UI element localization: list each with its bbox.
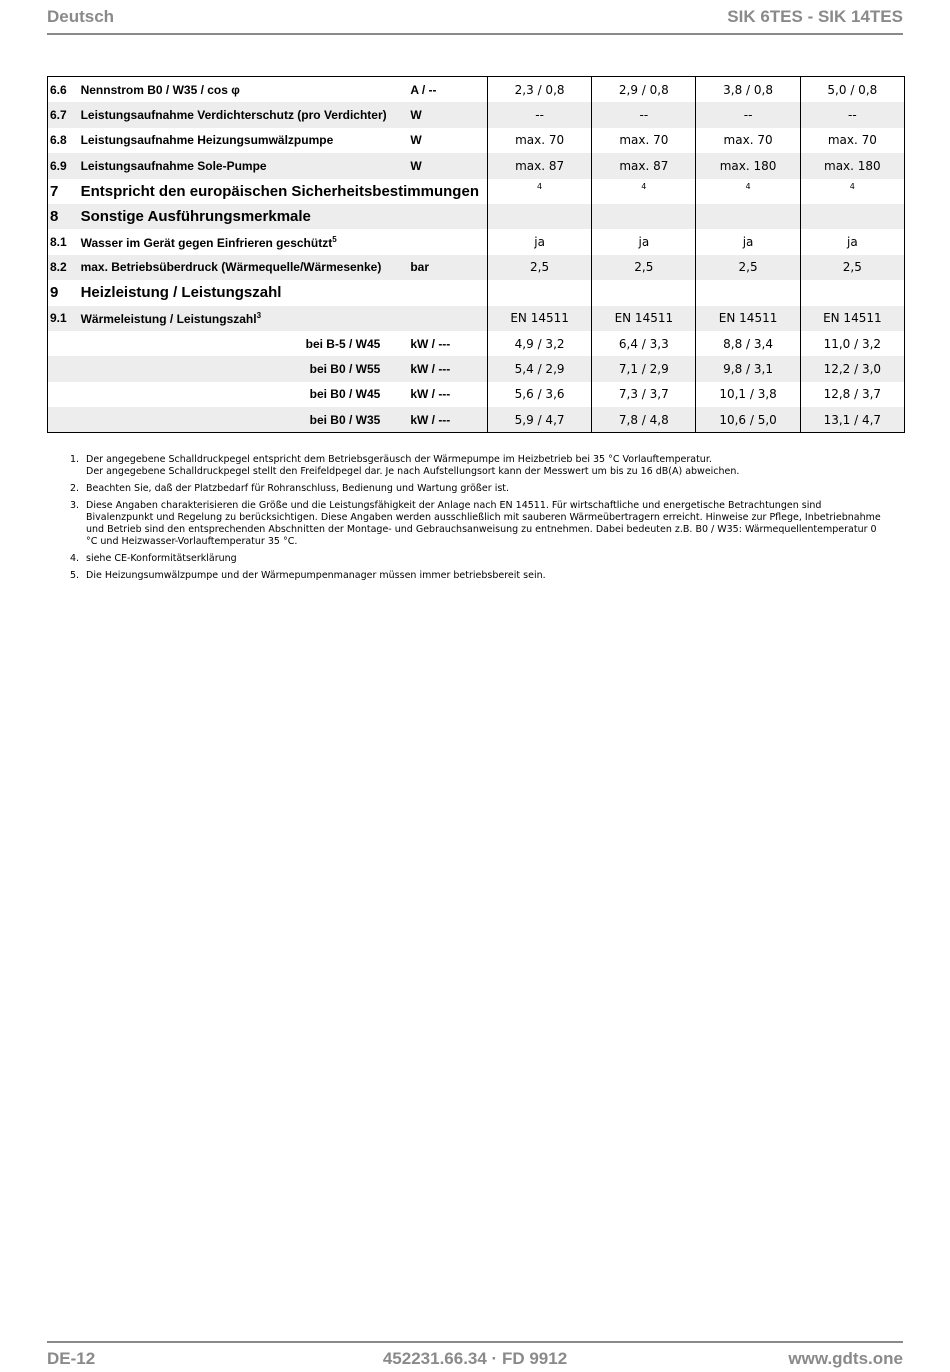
footnote <box>70 454 890 478</box>
table-row <box>48 77 905 103</box>
footnote-number: 3. <box>70 500 80 511</box>
table-row <box>48 280 905 305</box>
table-row <box>48 382 905 407</box>
value-cell <box>696 179 800 204</box>
value-text: 4,9 / 3,2 <box>514 336 565 351</box>
value-cell <box>592 77 696 103</box>
value-text: 10,6 / 5,0 <box>719 412 777 427</box>
footnote-text: Beachten Sie, daß der Platzbedarf für Rohranschluss, Bedienung und Wartung größer ist. <box>86 483 510 494</box>
value-cell <box>487 128 591 153</box>
row-label <box>81 128 409 153</box>
value-text: 7,3 / 3,7 <box>618 387 669 402</box>
value-text: 9,8 / 3,1 <box>723 361 773 376</box>
row-label-text: Entspricht den europäischen Sicherheitsbestimmungen <box>80 182 479 200</box>
row-number: 6.7 <box>48 102 81 127</box>
footnote-number: 2. <box>70 483 80 494</box>
value-cell <box>592 204 696 229</box>
value-text: 2,5 <box>738 260 758 275</box>
value-cell <box>487 204 591 229</box>
table-row <box>48 407 905 433</box>
value-cell <box>696 280 800 305</box>
row-label-text: max. Betriebsüberdruck (Wärmequelle/Wärmesenke) <box>80 260 382 275</box>
value-text: 5,9 / 4,7 <box>514 412 565 427</box>
value-cell <box>487 407 591 433</box>
value-cell <box>800 407 904 433</box>
footnote-text: Die Heizungsumwälzpumpe und der Wärmepumpenmanager müssen immer betriebsbereit sein. <box>86 570 546 581</box>
row-label <box>81 204 488 229</box>
value-text: 11,0 / 3,2 <box>823 336 882 351</box>
value-cell <box>696 128 800 153</box>
value-text: max. 70 <box>723 133 773 148</box>
table-row <box>48 306 905 331</box>
row-unit: W <box>408 153 487 178</box>
value-text: max. 180 <box>719 158 777 173</box>
page-footer <box>47 1341 903 1372</box>
table-row <box>48 128 905 153</box>
row-label-text: Wärmeleistung / Leistungszahl <box>80 311 257 326</box>
row-unit: kW / --- <box>408 407 487 433</box>
row-number: 6.6 <box>50 82 67 97</box>
value-text: 2,5 <box>634 260 654 275</box>
row-label <box>81 102 409 127</box>
value-text: -- <box>535 108 544 123</box>
value-text: ja <box>638 235 650 250</box>
value-text: 12,8 / 3,7 <box>823 387 882 402</box>
value-cell <box>592 102 696 127</box>
table-row <box>48 102 905 127</box>
value-text: 6,4 / 3,3 <box>618 336 669 351</box>
value-cell <box>800 356 904 381</box>
value-text: EN 14511 <box>718 311 778 326</box>
value-cell <box>800 77 904 103</box>
value-text: EN 14511 <box>510 311 569 326</box>
value-text: 2,9 / 0,8 <box>618 82 669 97</box>
value-cell <box>800 128 904 153</box>
value-text: 4 <box>537 182 543 192</box>
value-cell <box>696 306 800 331</box>
table-row <box>48 179 905 204</box>
row-condition: bei B0 / W55 <box>48 356 409 381</box>
row-number: 6.9 <box>48 153 81 178</box>
row-number: 8 <box>48 204 81 229</box>
value-cell <box>592 280 696 305</box>
table-row <box>48 204 905 229</box>
value-cell <box>592 382 696 407</box>
table-row <box>48 331 905 356</box>
value-text: max. 87 <box>515 158 565 173</box>
value-text: -- <box>639 108 649 123</box>
footnote <box>70 500 890 548</box>
value-text: max. 87 <box>619 158 669 173</box>
value-text: 4 <box>849 182 855 192</box>
value-text: 7,1 / 2,9 <box>618 361 669 376</box>
value-cell <box>592 356 696 381</box>
footnote-text: siehe CE-Konformitätserklärung <box>86 553 237 564</box>
value-cell <box>800 255 904 280</box>
table-row <box>48 153 905 178</box>
value-cell <box>800 229 904 254</box>
value-text: 10,1 / 3,8 <box>719 387 777 402</box>
row-number: 9 <box>50 284 59 302</box>
row-label-text: Leistungsaufnahme Verdichterschutz (pro Verdichter) <box>80 108 387 123</box>
value-text: max. 70 <box>619 133 669 148</box>
value-cell <box>487 229 591 254</box>
footnotes <box>70 454 890 587</box>
value-text: 3,8 / 0,8 <box>723 82 773 97</box>
value-text: ja <box>847 235 858 250</box>
value-text: 2,3 / 0,8 <box>514 82 565 97</box>
value-cell <box>487 382 591 407</box>
footnote <box>70 483 890 495</box>
row-number: 8.1 <box>50 235 67 250</box>
row-label <box>81 255 409 280</box>
row-label-text: Leistungsaufnahme Sole-Pumpe <box>80 158 267 173</box>
footnote-text: Der angegebene Schalldruckpegel stellt den Freifeldpegel dar. Je nach Aufstellungsort kann der Messwert um bis zu 16 dB(A) abweichen. <box>86 466 740 477</box>
row-unit: kW / --- <box>410 387 451 402</box>
value-cell <box>487 255 591 280</box>
row-label <box>81 229 488 254</box>
value-text: EN 14511 <box>614 311 674 326</box>
value-cell <box>696 331 800 356</box>
value-cell <box>487 306 591 331</box>
row-number: 9.1 <box>48 306 81 331</box>
value-text: 2,5 <box>842 260 862 275</box>
row-condition: bei B0 / W35 <box>48 407 409 433</box>
row-unit: W <box>410 133 422 148</box>
row-label <box>81 179 488 204</box>
spec-table <box>47 76 905 433</box>
value-text: 5,4 / 2,9 <box>514 361 565 376</box>
page-header <box>47 0 903 35</box>
header-model: SIK 6TES - SIK 14TES <box>727 7 903 26</box>
value-cell <box>696 407 800 433</box>
value-cell <box>800 153 904 178</box>
value-cell <box>800 382 904 407</box>
row-label <box>81 280 488 305</box>
row-unit: kW / --- <box>408 356 487 381</box>
value-cell <box>696 255 800 280</box>
footer-website: www.gdts.one <box>788 1349 903 1368</box>
value-cell <box>800 306 904 331</box>
row-label-text: Sonstige Ausführungsmerkmale <box>80 208 311 226</box>
value-cell <box>592 179 696 204</box>
value-cell <box>696 77 800 103</box>
value-cell <box>592 306 696 331</box>
footnote-number: 4. <box>70 553 80 564</box>
value-text: 5,0 / 0,8 <box>827 82 878 97</box>
row-condition: bei B0 / W45 <box>309 387 381 402</box>
row-label-text: Wasser im Gerät gegen Einfrieren geschützt <box>80 235 333 250</box>
value-cell <box>696 229 800 254</box>
value-text: 2,5 <box>530 260 550 275</box>
footer-page-number: DE-12 <box>47 1349 96 1368</box>
value-text: max. 180 <box>824 158 881 173</box>
row-unit: kW / --- <box>410 336 451 351</box>
value-cell <box>487 153 591 178</box>
table-row <box>48 255 905 280</box>
value-text: 5,6 / 3,6 <box>514 387 565 402</box>
row-unit: bar <box>408 255 487 280</box>
value-cell <box>800 204 904 229</box>
value-text: EN 14511 <box>823 311 882 326</box>
value-cell <box>592 153 696 178</box>
footnote-ref: 5 <box>332 234 337 244</box>
row-label <box>81 77 409 103</box>
value-cell <box>592 407 696 433</box>
value-cell <box>696 356 800 381</box>
value-cell <box>592 255 696 280</box>
value-cell <box>487 356 591 381</box>
value-cell <box>487 331 591 356</box>
value-cell <box>800 179 904 204</box>
row-label-text: Leistungsaufnahme Heizungsumwälzpumpe <box>80 133 334 148</box>
value-cell <box>696 382 800 407</box>
value-cell <box>800 331 904 356</box>
footnote <box>70 570 890 582</box>
row-label-text: Heizleistung / Leistungszahl <box>80 284 282 302</box>
value-cell <box>696 153 800 178</box>
row-label <box>81 153 409 178</box>
value-cell <box>487 179 591 204</box>
value-text: max. 70 <box>515 133 565 148</box>
value-cell <box>696 102 800 127</box>
row-number: 7 <box>50 182 59 200</box>
value-text: -- <box>743 108 753 123</box>
row-label-text: Nennstrom B0 / W35 / cos φ <box>80 82 240 97</box>
value-cell <box>800 280 904 305</box>
row-unit: W <box>408 102 487 127</box>
footer-document-number: 452231.66.34 · FD 9912 <box>382 1349 568 1368</box>
row-number: 8.2 <box>48 255 81 280</box>
value-text: 7,8 / 4,8 <box>618 412 669 427</box>
value-cell <box>592 229 696 254</box>
footnote-number: 5. <box>70 570 80 581</box>
value-cell <box>487 280 591 305</box>
value-cell <box>592 128 696 153</box>
value-cell <box>696 204 800 229</box>
value-cell <box>592 331 696 356</box>
row-condition: bei B-5 / W45 <box>305 336 381 351</box>
value-text: max. 70 <box>827 133 877 148</box>
value-text: 12,2 / 3,0 <box>823 361 882 376</box>
footnote-ref: 3 <box>256 310 262 320</box>
footnote-text: Der angegebene Schalldruckpegel entspricht dem Betriebsgeräusch der Wärmepumpe im Heizbetrieb bei 35 °C Vorlauftemperatur. <box>86 454 712 465</box>
value-text: ja <box>534 235 545 250</box>
footnote-number: 1. <box>70 454 80 465</box>
header-language: Deutsch <box>47 7 115 26</box>
row-number: 6.8 <box>50 133 67 148</box>
value-text: 4 <box>641 182 647 192</box>
table-row <box>48 356 905 381</box>
row-unit: A / -- <box>410 82 437 97</box>
value-text: 4 <box>745 182 751 192</box>
value-text: 13,1 / 4,7 <box>823 412 882 427</box>
footnote <box>70 553 890 565</box>
value-text: 8,8 / 3,4 <box>723 336 773 351</box>
value-text: ja <box>742 235 754 250</box>
value-cell <box>487 77 591 103</box>
footnote-text: Diese Angaben charakterisieren die Größe und die Leistungsfähigkeit der Anlage nach EN 14511. Für wirtschaftliche und energetische Betrachtungen sind Bivalenzpunkt und Regelung zu berücksichtigen. Diese Angaben werden ausschließlich mit sauberen Wärmeübertragern erreicht. Hinweise zur Pflege, Inbetriebnahme und Betrieb sind den entsprechenden Abschnitten der Montage- und Gebrauchsanweisung zu entnehmen. Dabei bedeuten z.B. B0 / W35: Wärmequellentemperatur 0 °C und Heizwasser-Vorlauftemperatur 35 °C. <box>86 500 881 547</box>
value-text: -- <box>848 108 857 123</box>
value-cell <box>487 102 591 127</box>
row-label <box>81 306 488 331</box>
value-cell <box>800 102 904 127</box>
table-row <box>48 229 905 254</box>
